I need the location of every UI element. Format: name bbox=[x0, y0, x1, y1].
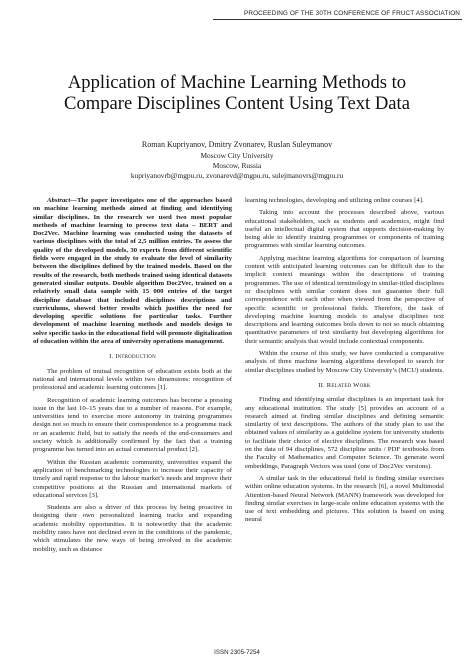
affiliation: Moscow City University bbox=[200, 151, 274, 160]
body-paragraph: Taking into account the processes described above, various educational stakeholders, such as students and academics, might find useful an intellectual digital system that supports decision-making by being able to identify training programmes or components of training programmes with similar learning outcomes. bbox=[245, 209, 444, 250]
running-header: PROCEEDING OF THE 30TH CONFERENCE OF FRUCT ASSOCIATION bbox=[244, 10, 460, 17]
body-paragraph: Within the Russian academic community, universities expand the application of benchmarking technologies to increase their capacity of timely and rapid response to the labour market’s needs and improve their competitive positions at the Russian and international markets of educational services [3]. bbox=[33, 458, 232, 499]
header-rule bbox=[213, 19, 462, 20]
section-numeral: I. bbox=[109, 353, 114, 361]
right-column bbox=[245, 197, 444, 529]
paper-title-line-1: Application of Machine Learning Methods to bbox=[67, 72, 407, 93]
abstract-text: —The paper investigates one of the approaches based on machine learning methods aimed at finding and identifying similar disciplines. In the research we used two most popular methods of machine learning to process text data – BERT and Doc2Vec. Machine learning was conducted using the datasets of various disciplines with the total of 2,5 million entries. To assess the quality of the developed models, 30 experts from different scientific fields were engaged in the study to evaluate the level of similarity between the disciplines defined by the trained models. Based on the results of the research, both methods trained using identical datasets generated similar outputs. Double algorithm Doc2Vec, trained on a relatively small data sample with 15 000 entries of the target discipline database that included disciplines descriptions and curriculums, showed better results which justifies the need for developing specific solutions for particular tasks. Further development of machine learning methods and models design to solve specific tasks in the educational field will promote digitalization of education within the area of university operations management. bbox=[33, 197, 232, 346]
author-emails: kupriyanovrb@mgpu.ru, zvonarevd@mgpu.ru, sulejmanovrs@mgpu.ru bbox=[130, 171, 344, 180]
section-title: Introduction bbox=[115, 353, 156, 361]
body-paragraph: Applying machine learning algorithms for comparison of learning content with anticipated learning outcomes can be difficult due to the implicit context meanings within the descriptions of training programmes. The use of identical terminology in similar-titled disciplines or disciplines with similar content does not guarantee their full correspondence with each other when viewed from the perspective of specific scientific or professional fields. Therefore, the task of developing machine learning models to analyse disciplines text descriptions and learning outcomes boils down to not so much obtaining quantitative parameters of text similarity but developing algorithms for their semantic analysis that would include contextual components. bbox=[245, 254, 445, 345]
paper-title bbox=[30, 72, 444, 114]
author-block bbox=[60, 140, 414, 181]
abstract bbox=[33, 197, 232, 346]
section-numeral: II. bbox=[318, 381, 325, 389]
author-names: Roman Kupriyanov, Dmitry Zvonarev, Ruslan Suleymanov bbox=[141, 140, 333, 149]
location: Moscow, Russia bbox=[212, 161, 262, 170]
abstract-label: Abstract bbox=[47, 197, 71, 204]
body-paragraph: Recognition of academic learning outcomes has become a pressing issue in the last 10–15 years due to a number of reasons. For example, universities tend to exercise more autonomy in training programmes design not so much to ensure their correspondence to a programme track or an academic field, but to satisfy the needs of the end-consumers and society which is additionally confirmed by the fact that a training programme has turned into an actual commercial product [2]. bbox=[33, 396, 232, 454]
body-paragraph: Finding and identifying similar disciplines is an important task for any educational institution. The study [5] provides an account of a research aimed at finding similar disciplines and defining semantic similarity of text descriptions. The authors of the study plan to use the obtained values of similarity as a guideline system for university students to facilitate their choice of elective disciplines. The research was based on the data of 94 disciplines, 572 discipline units / PDF textbooks from the Faculty of Mathematics and Computer Science. To generate word embeddings, Paragraph Vectors was used (one of Doc2Vec versions). bbox=[245, 396, 444, 470]
section-heading-introduction bbox=[33, 353, 232, 361]
body-paragraph: A similar task in the educational field is finding similar exercises within online education systems. In the research [6], a novel Multimodal Attention-based Neural Network (MANN) framework was developed for finding similar exercises in large-scale online education systems with the use of text embedding and pictures. This solution is based on using neural bbox=[245, 474, 444, 524]
body-paragraph: Students are also a driver of this process by being proactive in designing their own personalized learning tracks and expanding academic mobility opportunities. It is noteworthy that the academic mobility rates have not declined even in the conditions of the pandemic, which stimulates the new ways of being involved in the academic mobility, such as distance bbox=[33, 504, 232, 553]
body-paragraph: The problem of mutual recognition of education exists both at the national and international levels within two dimensions: recognition of professional and academic learning outcomes [1]. bbox=[33, 367, 232, 392]
section-heading-related-work bbox=[245, 382, 444, 390]
body-paragraph: Within the course of this study, we have conducted a comparative analysis of three machine learning algorithms developed to search for similar disciplines studied by Moscow City University’s (MCU) students. bbox=[245, 350, 444, 374]
footer-issn: ISSN 2305-7254 bbox=[214, 649, 260, 656]
paper-title-line-2: Compare Disciplines Content Using Text Data bbox=[64, 93, 410, 114]
left-column bbox=[33, 197, 232, 558]
body-paragraph: learning technologies, developing and utilizing online courses [4]. bbox=[245, 197, 424, 204]
section-title: Related Work bbox=[326, 381, 371, 389]
